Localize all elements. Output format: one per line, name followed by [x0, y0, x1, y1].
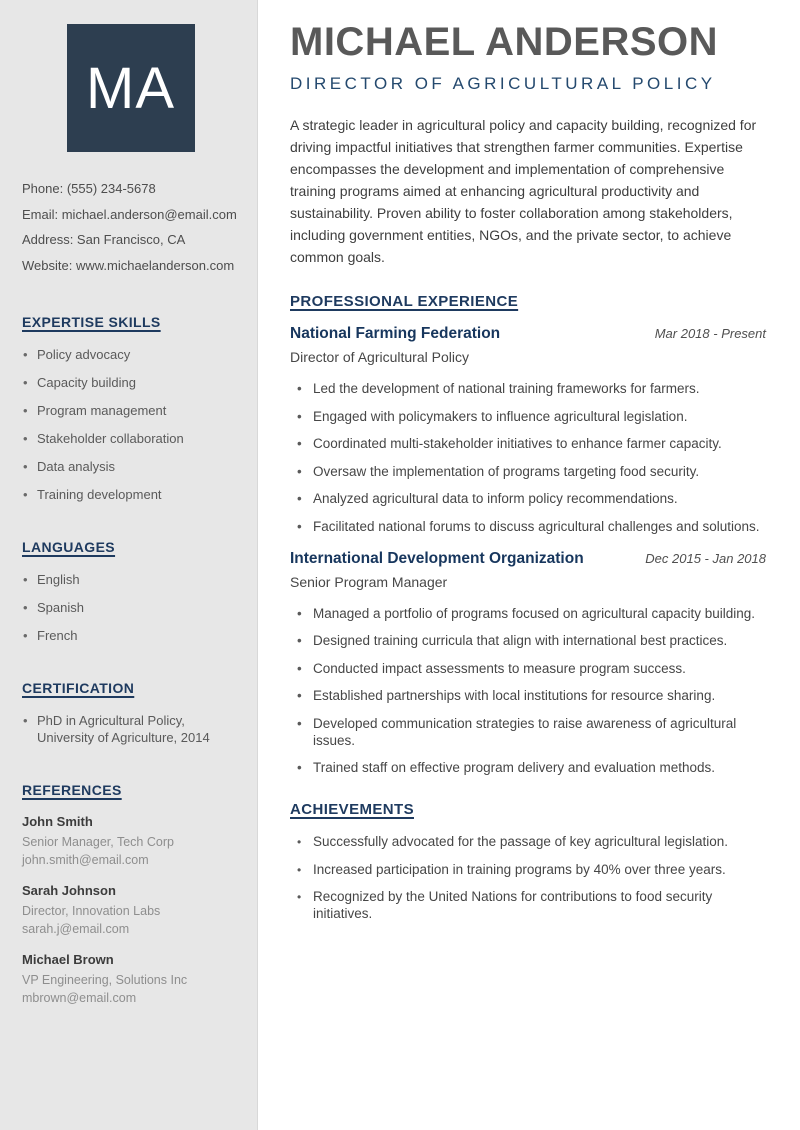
job-bullet: • Coordinated multi-stakeholder initiatives to enhance farmer capacity. [297, 435, 766, 452]
job-bullet: • Developed communication strategies to raise awareness of agricultural issues. [297, 715, 766, 749]
monogram-initials: MA [86, 55, 175, 121]
reference-email: mbrown@email.com [22, 991, 137, 1005]
skill-item: • Stakeholder collaboration [22, 430, 239, 447]
reference-name: Michael Brown [22, 952, 114, 967]
person-name: MICHAEL ANDERSON [290, 20, 719, 64]
job-entry [290, 550, 766, 777]
job-bullet: • Facilitated national forums to discuss agricultural challenges and solutions. [297, 518, 766, 535]
certification-item: • PhD in Agricultural Policy, University of Agriculture, 2014 [22, 712, 239, 746]
languages-heading: LANGUAGES [22, 539, 116, 555]
reference-name: John Smith [22, 814, 93, 829]
reference-email: sarah.j@email.com [22, 922, 130, 936]
summary-paragraph: A strategic leader in agricultural policy and capacity building, recognized for driving impactful initiatives that strengthen farmer communities. Expertise encompasses the development and implementation of comprehensive training programs aimed at enhancing agricultural productivity and sustainability. Proven ability to foster collaboration among stakeholders, including government entities, NGOs, and the private sector, to achieve common goals. [290, 117, 757, 265]
reference-name: Sarah Johnson [22, 883, 116, 898]
job-bullet: • Designed training curricula that align with international best practices. [297, 632, 766, 649]
skill-item: • Policy advocacy [22, 346, 239, 363]
job-bullet: • Led the development of national training frameworks for farmers. [297, 380, 766, 397]
company-name: National Farming Federation [290, 325, 501, 342]
job-dates: Dec 2015 - Jan 2018 [645, 550, 766, 566]
reference-title: Senior Manager, Tech Corp [22, 835, 174, 849]
reference-entry [22, 814, 239, 869]
job-bullet: • Conducted impact assessments to measure program success. [297, 660, 766, 677]
skill-item: • Data analysis [22, 458, 239, 475]
job-header [290, 325, 766, 343]
person-headline: DIRECTOR OF AGRICULTURAL POLICY [290, 74, 716, 93]
references-heading: REFERENCES [22, 782, 122, 798]
job-bullet: • Analyzed agricultural data to inform policy recommendations. [297, 490, 766, 507]
job-bullet: • Established partnerships with local institutions for resource sharing. [297, 687, 766, 704]
certification-heading: CERTIFICATION [22, 680, 135, 696]
achievements-list [290, 833, 766, 922]
achievements-heading: ACHIEVEMENTS [290, 801, 414, 818]
contact-email: Email: michael.anderson@email.com [22, 206, 237, 222]
languages-list [22, 571, 239, 644]
main-content [258, 0, 800, 1130]
job-entry [290, 325, 766, 535]
job-bullet: • Engaged with policymakers to influence agricultural legislation. [297, 408, 766, 425]
skill-item: • Capacity building [22, 374, 239, 391]
reference-title: VP Engineering, Solutions Inc [22, 973, 188, 987]
company-name: International Development Organization [290, 549, 584, 567]
reference-email: john.smith@email.com [22, 853, 149, 867]
reference-entry [22, 952, 239, 1007]
skill-item: • Program management [22, 402, 239, 419]
language-item: • English [22, 571, 239, 588]
contact-info [22, 176, 239, 278]
references-list [22, 814, 239, 1007]
monogram-avatar [67, 24, 195, 152]
achievement-item: • Successfully advocated for the passage of key agricultural legislation. [297, 833, 766, 850]
skills-list [22, 346, 239, 503]
contact-address: Address: San Francisco, CA [22, 232, 186, 247]
job-role: Senior Program Manager [290, 573, 448, 590]
certification-list [22, 712, 239, 746]
job-role: Director of Agricultural Policy [290, 349, 469, 365]
contact-phone: Phone: (555) 234-5678 [22, 181, 156, 196]
job-bullet: • Oversaw the implementation of programs targeting food security. [297, 463, 766, 480]
job-bullet: • Trained staff on effective program delivery and evaluation methods. [297, 759, 766, 776]
job-bullet-list [290, 605, 766, 777]
job-dates: Mar 2018 - Present [654, 326, 766, 341]
job-header [290, 550, 766, 568]
language-item: • French [22, 627, 239, 644]
language-item: • Spanish [22, 599, 239, 616]
achievements-section [290, 801, 766, 922]
sidebar [0, 0, 258, 1130]
reference-title: Director, Innovation Labs [22, 904, 161, 918]
job-bullet-list [290, 380, 766, 535]
experience-heading: PROFESSIONAL EXPERIENCE [290, 293, 519, 310]
job-bullet: • Managed a portfolio of programs focused on agricultural capacity building. [297, 605, 766, 622]
reference-entry [22, 883, 239, 938]
skills-heading: EXPERTISE SKILLS [22, 314, 161, 330]
achievement-item: • Recognized by the United Nations for contributions to food security initiatives. [297, 888, 766, 922]
skill-item: • Training development [22, 486, 239, 503]
contact-website: Website: www.michaelanderson.com [22, 257, 235, 273]
achievement-item: • Increased participation in training programs by 40% over three years. [297, 861, 766, 878]
